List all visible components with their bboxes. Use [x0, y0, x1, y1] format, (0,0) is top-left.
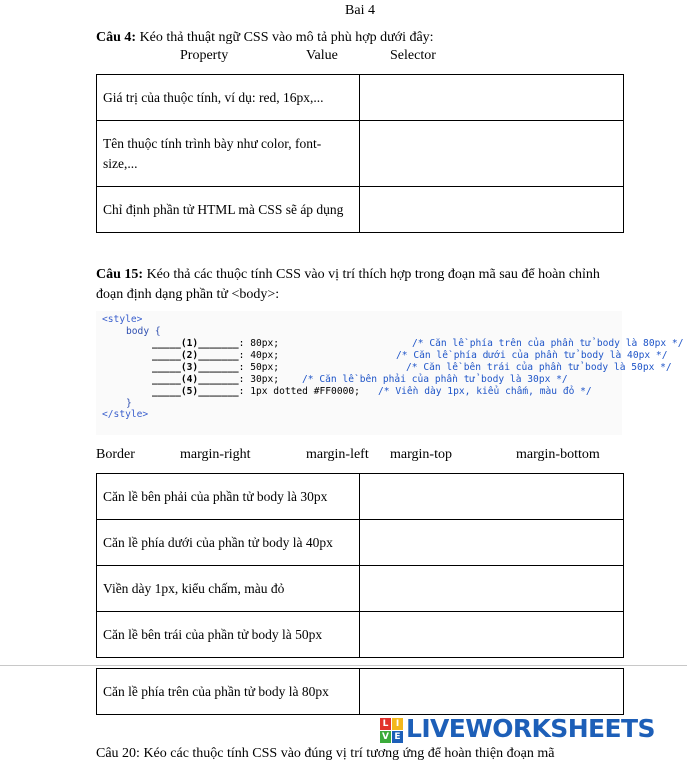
- q4-row-2-line-1: Tên thuộc tính trình bày như color, font-: [103, 135, 322, 151]
- code-value-4: : 30px;: [238, 374, 280, 385]
- logo-wordmark: LIVEWORKSHEETS: [406, 714, 655, 743]
- code-comment-2: /* Căn lề phía dưới của phần tử body là 40px */: [396, 350, 668, 361]
- q15-row-1-text: Căn lề bên phải của phần tử body là 30px: [97, 474, 360, 520]
- q15-row-2-text: Căn lề phía dưới của phần tử body là 40px: [97, 520, 360, 566]
- logo-letter-i: I: [392, 718, 403, 730]
- q15-option-border[interactable]: Border: [96, 447, 135, 462]
- table-row: [97, 187, 624, 233]
- q4-option-property[interactable]: Property: [180, 48, 229, 63]
- q4-row-2-line-2: size,...: [103, 155, 138, 171]
- q15-row-4-dropzone[interactable]: [360, 612, 624, 658]
- q15-text-1: Kéo thả các thuộc tính CSS vào vị trí thích hợp trong đoạn mã sau để hoàn chỉnh: [146, 267, 600, 282]
- code-comment-1: /* Căn lề phía trên của phần tử body là 80px */: [412, 338, 684, 349]
- code-value-2: : 40px;: [238, 350, 280, 361]
- blank-5[interactable]: _____(5)_______: [152, 386, 239, 397]
- table-row: [97, 612, 624, 658]
- code-line-1: [152, 338, 279, 350]
- q15-option-margin-right[interactable]: margin-right: [180, 447, 251, 462]
- logo-letter-e: E: [392, 731, 403, 743]
- code-close-tag: </style>: [102, 409, 149, 420]
- code-snippet: [96, 311, 684, 435]
- code-line-4: [152, 374, 279, 386]
- table-row: [97, 474, 624, 520]
- code-value-3: : 50px;: [238, 362, 280, 373]
- q15-row-5-text: Căn lề phía trên của phần tử body là 80px: [97, 669, 360, 715]
- logo-letter-v: V: [380, 731, 391, 743]
- table-row: [97, 669, 624, 715]
- code-close-brace: }: [126, 398, 132, 409]
- page-divider: [0, 665, 687, 666]
- q15-row-2-dropzone[interactable]: [360, 520, 624, 566]
- q15-row-4-text: Căn lề bên trái của phần tử body là 50px: [97, 612, 360, 658]
- blank-4[interactable]: _____(4)_______: [152, 374, 239, 385]
- logo-letter-l: L: [380, 718, 391, 730]
- q15-label: Câu 15:: [96, 267, 144, 282]
- table-row: [97, 566, 624, 612]
- code-comment-5: /* Viền dày 1px, kiểu chấm, màu đỏ */: [378, 386, 592, 397]
- q15-option-margin-bottom[interactable]: margin-bottom: [516, 447, 600, 462]
- q4-row-3-text: Chỉ định phần tử HTML mà CSS sẽ áp dụng: [97, 187, 360, 233]
- q15-prompt-line-1: [96, 267, 600, 283]
- blank-3[interactable]: _____(3)_______: [152, 362, 239, 373]
- q15-option-margin-left[interactable]: margin-left: [306, 447, 369, 462]
- q15-row-3-text: Viền dày 1px, kiểu chấm, màu đỏ: [97, 566, 360, 612]
- blank-1[interactable]: _____(1)_______: [152, 338, 239, 349]
- q15-prompt-line-2: đoạn định dạng phần tử <body>:: [96, 287, 280, 302]
- code-value-5: : 1px dotted #FF0000;: [238, 386, 360, 397]
- q15-option-margin-top[interactable]: margin-top: [390, 447, 452, 462]
- code-comment-3: /* Căn lề bên trái của phần tử body là 50px */: [406, 362, 672, 373]
- code-line-5: [152, 386, 360, 398]
- q15-row-5-dropzone[interactable]: [360, 669, 624, 715]
- q4-row-2-dropzone[interactable]: [360, 121, 624, 187]
- q4-option-value[interactable]: Value: [306, 48, 338, 63]
- q4-row-1-dropzone[interactable]: [360, 75, 624, 121]
- q4-text: Kéo thả thuật ngữ CSS vào mô tả phù hợp dưới đây:: [139, 30, 434, 45]
- blank-2[interactable]: _____(2)_______: [152, 350, 239, 361]
- table-row: [97, 75, 624, 121]
- code-comment-4: /* Căn lề bên phải của phần tử body là 30px */: [302, 374, 568, 385]
- code-open-tag: <style>: [102, 314, 143, 325]
- q15-match-table-continued: [96, 668, 624, 715]
- table-row: [97, 520, 624, 566]
- code-line-2: [152, 350, 279, 362]
- q4-row-2-text: [97, 121, 360, 187]
- logo-mark-icon: [380, 718, 404, 744]
- q4-option-selector[interactable]: Selector: [390, 48, 436, 63]
- table-row: [97, 121, 624, 187]
- q4-match-table: [96, 74, 624, 233]
- q4-prompt: [96, 30, 434, 46]
- q4-label: Câu 4:: [96, 30, 137, 45]
- q4-row-3-dropzone[interactable]: [360, 187, 624, 233]
- code-selector: body {: [126, 326, 161, 337]
- code-line-3: [152, 362, 279, 374]
- code-value-1: : 80px;: [238, 338, 280, 349]
- page-title: Bai 4: [345, 3, 375, 18]
- q15-row-3-dropzone[interactable]: [360, 566, 624, 612]
- q20-prompt-partial: Câu 20: Kéo các thuộc tính CSS vào đúng vị trí tương ứng để hoàn thiện đoạn mã: [96, 746, 555, 761]
- q15-match-table: [96, 473, 624, 658]
- q15-row-1-dropzone[interactable]: [360, 474, 624, 520]
- q4-row-1-text: Giá trị của thuộc tính, ví dụ: red, 16px,...: [97, 75, 360, 121]
